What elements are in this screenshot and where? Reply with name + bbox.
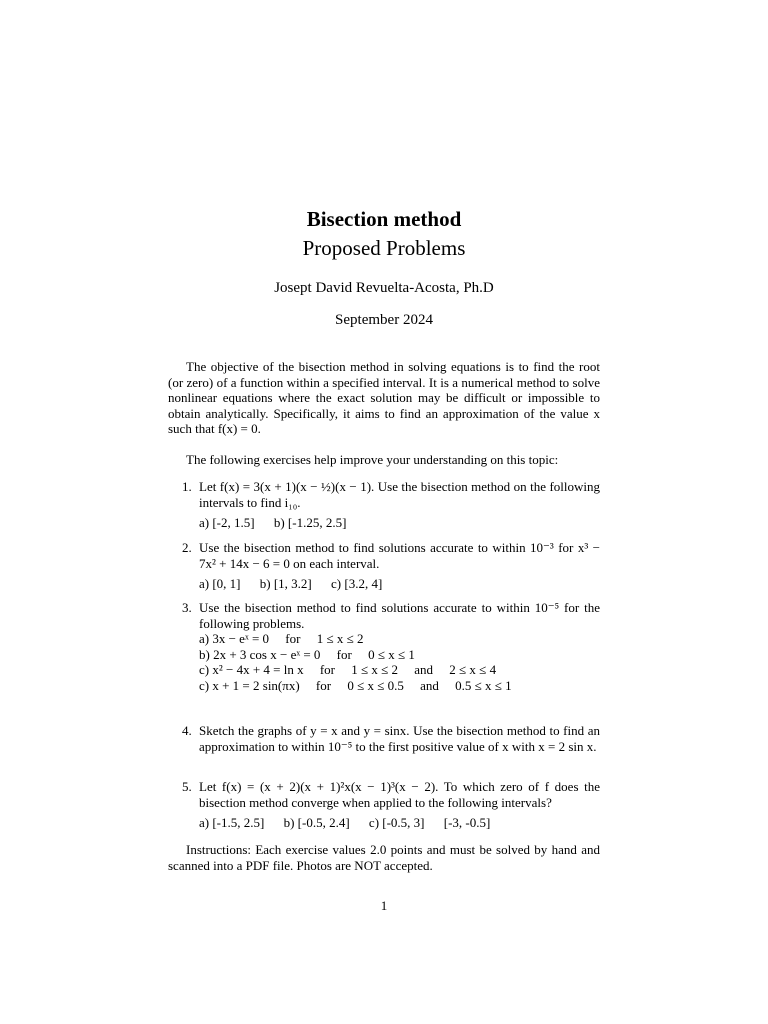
exercise-text: Use the bisection method to find solutions accurate to within 10⁻⁵ for the following problems. bbox=[199, 600, 600, 631]
option-a: a) [-2, 1.5] bbox=[199, 515, 255, 530]
option-b: b) [-0.5, 2.4] bbox=[283, 815, 350, 830]
instructions-paragraph: Instructions: Each exercise values 2.0 points and must be solved by hand and scanned into a PDF file. Photos are NOT accepted. bbox=[168, 842, 600, 873]
exercise-number: 1. bbox=[182, 479, 192, 494]
exercise-options bbox=[199, 815, 600, 831]
exercise-number: 3. bbox=[182, 600, 192, 615]
document-subtitle: Proposed Problems bbox=[302, 236, 466, 260]
exercise-5 bbox=[168, 779, 600, 831]
option-b: b) [-1.25, 2.5] bbox=[273, 515, 347, 530]
option-d: [-3, -0.5] bbox=[443, 815, 491, 830]
exercise-options bbox=[199, 515, 600, 531]
exercise-subproblems bbox=[199, 631, 600, 693]
page-number: 1 bbox=[380, 898, 388, 913]
exercise-3 bbox=[168, 600, 600, 693]
subproblem-d: c) x + 1 = 2 sin(πx) for 0 ≤ x ≤ 0.5 and 0.5 ≤ x ≤ 1 bbox=[199, 677, 512, 693]
intro-paragraph: The objective of the bisection method in solving equations is to find the root (or zero) of a function within a specified interval. It is a numerical method to solve nonlinear equations where the exact solution may be difficult or impossible to obtain analytically. Specifically, it aims to find an approximation of the value x such that f(x) = 0. bbox=[168, 359, 600, 436]
exercise-number: 5. bbox=[182, 779, 192, 794]
exercise-number: 2. bbox=[182, 540, 192, 555]
option-a: a) [-1.5, 2.5] bbox=[199, 815, 265, 830]
option-c: c) [3.2, 4] bbox=[331, 576, 383, 591]
subproblem-a: a) 3x − eˣ = 0 for 1 ≤ x ≤ 2 bbox=[199, 631, 364, 646]
intro-lead: The following exercises help improve your understanding on this topic: bbox=[186, 452, 559, 467]
exercise-1 bbox=[168, 479, 600, 531]
option-a: a) [0, 1] bbox=[199, 576, 241, 591]
document-date: September 2024 bbox=[335, 312, 433, 328]
exercise-text: Sketch the graphs of y = x and y = sinx. Use the bisection method to find an approximation to within 10⁻⁵ to the first positive value of x with x = 2 sin x. bbox=[199, 723, 600, 754]
option-c: c) [-0.5, 3] bbox=[368, 815, 425, 830]
exercise-options bbox=[199, 576, 600, 592]
document-author: Josept David Revuelta-Acosta, Ph.D bbox=[274, 280, 494, 296]
exercise-text: Use the bisection method to find solutions accurate to within 10⁻³ for x³ − 7x² + 14x − 6 = 0 on each interval. bbox=[199, 540, 600, 571]
exercise-2 bbox=[168, 540, 600, 592]
document-title: Bisection method bbox=[306, 207, 462, 231]
exercise-text: Let f(x) = (x + 2)(x + 1)²x(x − 1)³(x − 2). To which zero of f does the bisection method converge when applied to the following intervals? bbox=[199, 779, 600, 810]
exercise-number: 4. bbox=[182, 723, 192, 738]
exercise-4 bbox=[168, 723, 600, 754]
exercise-text: Let f(x) = 3(x + 1)(x − ½)(x − 1). Use the bisection method on the following intervals to find i₁₀. bbox=[199, 479, 600, 510]
subproblem-c: c) x² − 4x + 4 = ln x for 1 ≤ x ≤ 2 and 2 ≤ x ≤ 4 bbox=[199, 662, 497, 677]
subproblem-b: b) 2x + 3 cos x − eˣ = 0 for 0 ≤ x ≤ 1 bbox=[199, 646, 415, 662]
option-b: b) [1, 3.2] bbox=[259, 576, 312, 591]
